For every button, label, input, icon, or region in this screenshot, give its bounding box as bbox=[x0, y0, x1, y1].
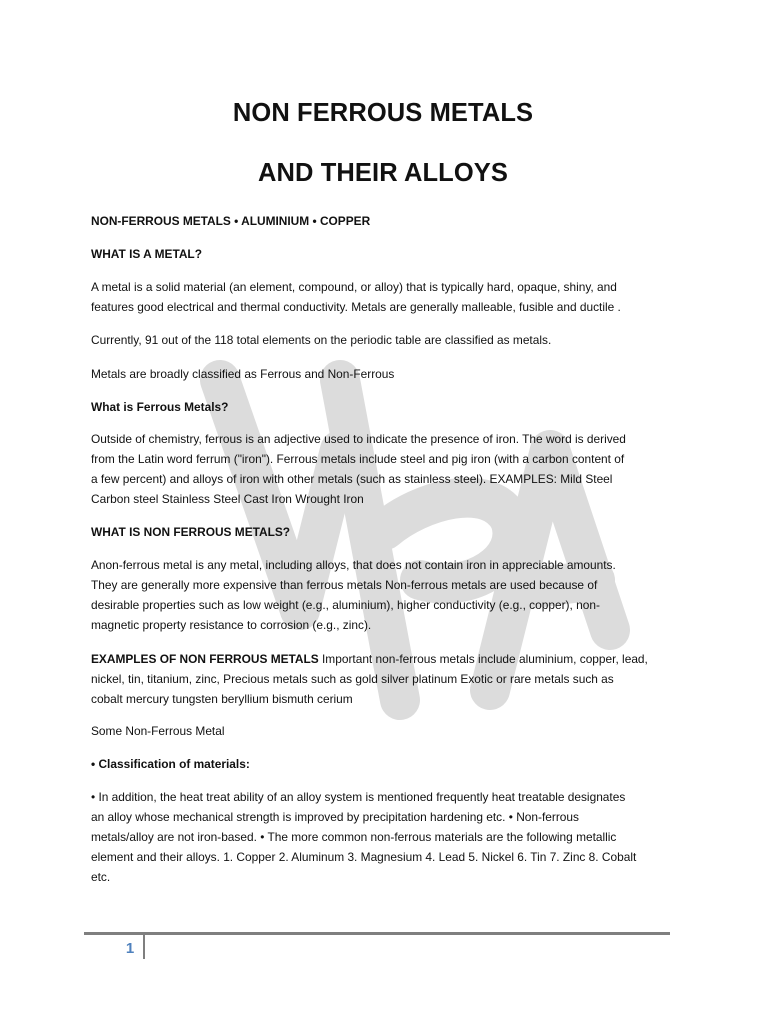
paragraph-metal-definition bbox=[91, 278, 675, 318]
paragraph-line: an alloy whose mechanical strength is improved by precipitation hardening etc. • Non-ferrous bbox=[91, 809, 579, 824]
paragraph-non-ferrous bbox=[91, 556, 675, 636]
examples-label: EXAMPLES OF NON FERROUS METALS bbox=[91, 652, 319, 666]
footer-rule bbox=[84, 932, 670, 935]
document-title-line-1: NON FERROUS METALS bbox=[232, 99, 534, 127]
paragraph-line: Anon-ferrous metal is any metal, including alloys, that does not contain iron in appreciable amounts. bbox=[91, 558, 616, 572]
paragraph-metal-count: Currently, 91 out of the 118 total elements on the periodic table are classified as metals. bbox=[91, 333, 552, 347]
paragraph-line: a few percent) and alloys of iron with other metals (such as stainless steel). EXAMPLES: Mild Steel bbox=[91, 471, 613, 486]
paragraph-line: Outside of chemistry, ferrous is an adjective used to indicate the presence of iron. The word is derived bbox=[91, 432, 626, 446]
heading-non-ferrous: WHAT IS NON FERROUS METALS? bbox=[91, 525, 291, 539]
paragraph-line: features good electrical and thermal conductivity. Metals are generally malleable, fusible and ductile . bbox=[91, 299, 621, 314]
paragraph-line: from the Latin word ferrum ("iron"). Ferrous metals include steel and pig iron (with a carbon content of bbox=[91, 451, 625, 466]
heading-classification: • Classification of materials: bbox=[91, 757, 250, 771]
paragraph-classification: Metals are broadly classified as Ferrous and Non-Ferrous bbox=[91, 367, 395, 381]
paragraph-line: magnetic property resistance to corrosion (e.g., zinc). bbox=[91, 617, 372, 632]
paragraph-line: cobalt mercury tungsten beryllium bismuth cerium bbox=[91, 691, 353, 706]
paragraph-line: A metal is a solid material (an element, compound, or alloy) that is typically hard, opaque, shiny, and bbox=[91, 280, 617, 294]
paragraph-line: • In addition, the heat treat ability of an alloy system is mentioned frequently heat treatable designates bbox=[91, 790, 626, 804]
paragraph-line: desirable properties such as low weight (e.g., aluminium), higher conductivity (e.g., copper), non- bbox=[91, 597, 600, 612]
paragraph-line: element and their alloys. 1. Copper 2. Aluminum 3. Magnesium 4. Lead 5. Nickel 6. Tin 7. Zinc 8. Cobalt bbox=[91, 849, 637, 864]
paragraph-line: Carbon steel Stainless Steel Cast Iron Wrought Iron bbox=[91, 491, 364, 506]
some-non-ferrous-label: Some Non-Ferrous Metal bbox=[91, 724, 225, 738]
page-number: 1 bbox=[125, 940, 135, 957]
paragraph-line: etc. bbox=[91, 869, 111, 884]
heading-what-is-metal: WHAT IS A METAL? bbox=[91, 247, 202, 261]
paragraph-ferrous bbox=[91, 430, 675, 510]
examples-text: Important non-ferrous metals include aluminium, copper, lead, bbox=[318, 652, 648, 666]
paragraph-addition bbox=[91, 788, 675, 888]
topics-line: NON-FERROUS METALS • ALUMINIUM • COPPER bbox=[91, 214, 371, 228]
heading-ferrous: What is Ferrous Metals? bbox=[91, 400, 229, 414]
paragraph-examples bbox=[91, 650, 675, 710]
paragraph-line bbox=[91, 650, 675, 670]
paragraph-line: They are generally more expensive than ferrous metals Non-ferrous metals are used because of bbox=[91, 577, 598, 592]
paragraph-line: nickel, tin, titanium, zinc, Precious metals such as gold silver platinum Exotic or rare metals such as bbox=[91, 671, 614, 686]
paragraph-line: metals/alloy are not iron-based. • The more common non-ferrous materials are the following metallic bbox=[91, 829, 617, 844]
document-title-line-2: AND THEIR ALLOYS bbox=[258, 159, 508, 187]
page-number-divider bbox=[143, 935, 145, 959]
